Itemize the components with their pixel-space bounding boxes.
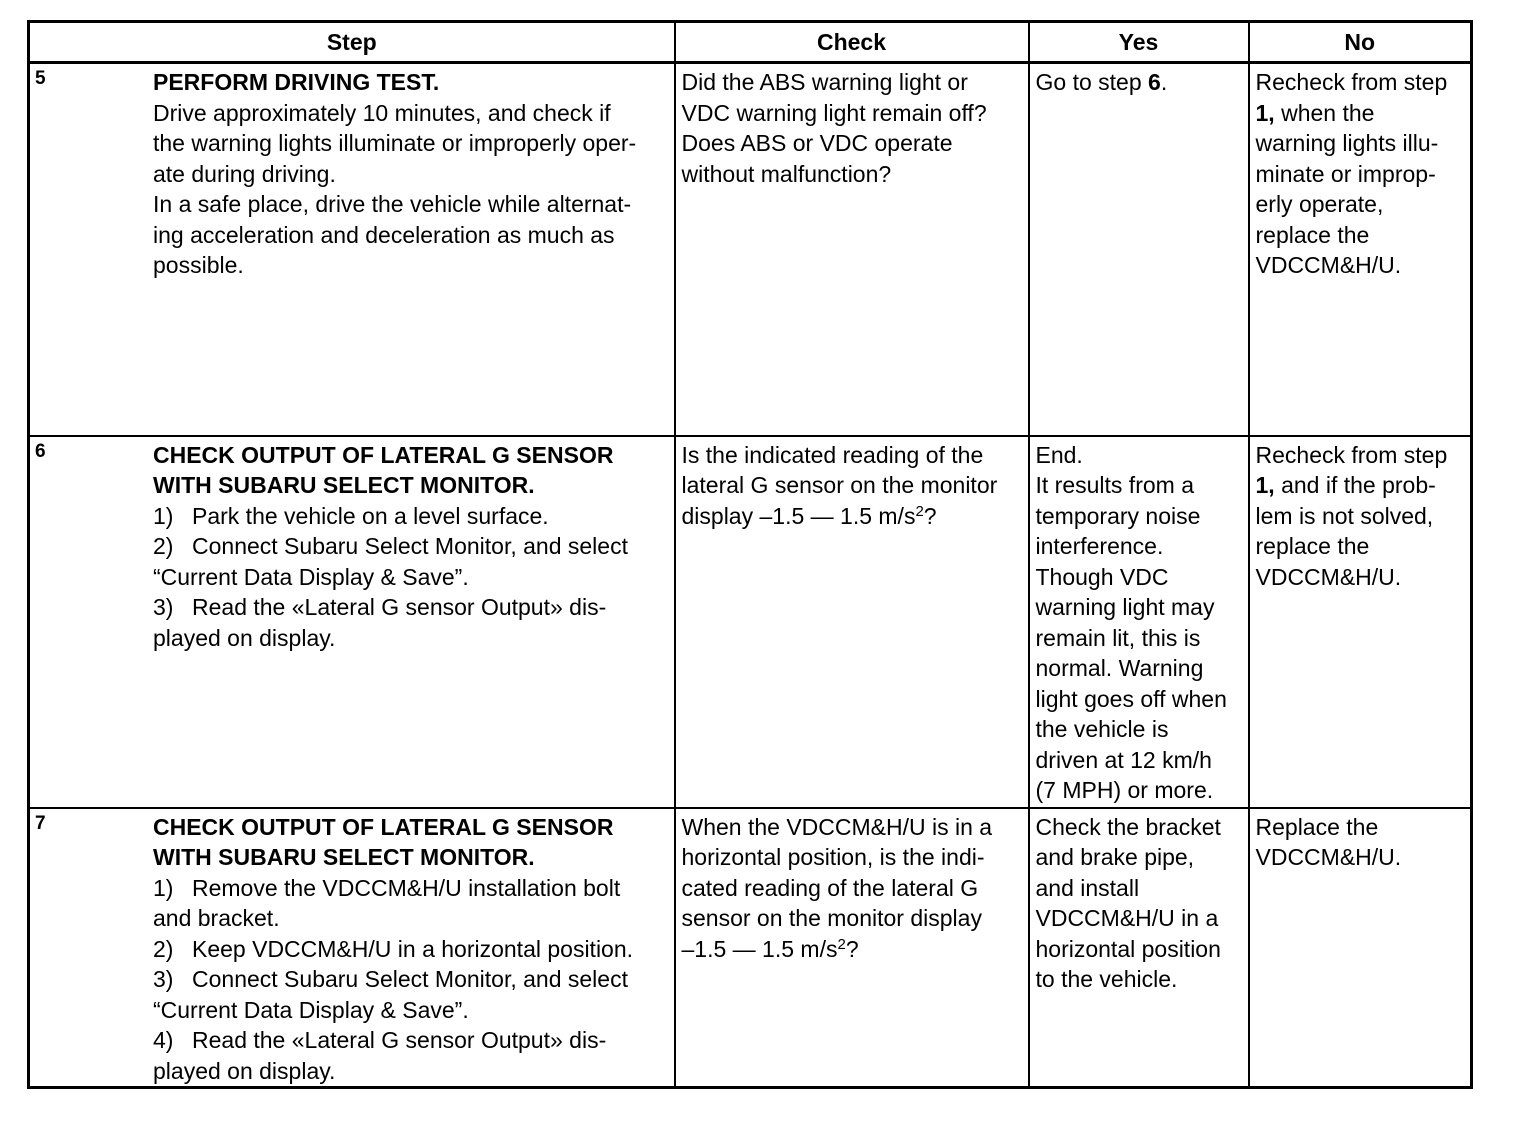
- check-text: Is the indicated reading of the: [681, 441, 984, 468]
- step-number: 6: [35, 440, 46, 462]
- step-cell: [29, 808, 675, 1088]
- step-text: ing acceleration and deceleration as much as: [153, 221, 615, 248]
- no-cell: [1249, 436, 1472, 808]
- no-step-ref: 1,: [1255, 472, 1275, 498]
- step-list-item-cont: “Current Data Display & Save”.: [153, 996, 469, 1023]
- step-list-item: 3) Connect Subaru Select Monitor, and select: [153, 966, 628, 992]
- no-text: VDCCM&H/U.: [1255, 844, 1402, 870]
- no-text: lem is not solved,: [1255, 502, 1434, 529]
- yes-text: [1036, 67, 1242, 98]
- step-text: Drive approximately 10 minutes, and check if: [153, 99, 611, 126]
- check-text: VDC warning light remain off?: [681, 99, 987, 126]
- no-text: replace the: [1255, 221, 1370, 248]
- yes-cell: [1029, 63, 1249, 436]
- step-cell: [29, 63, 675, 436]
- step-cell: [29, 436, 675, 808]
- no-text: replace the: [1255, 533, 1370, 559]
- step-list-item: 4) Read the «Lateral G sensor Output» dis-: [153, 1027, 607, 1053]
- step-title: CHECK OUTPUT OF LATERAL G SENSOR: [153, 441, 614, 468]
- step-list-item: 3) Read the «Lateral G sensor Output» dis-: [153, 594, 607, 620]
- check-text: Does ABS or VDC operate: [681, 130, 953, 156]
- check-text: sensor on the monitor display: [681, 905, 982, 931]
- yes-text: normal. Warning: [1035, 655, 1204, 681]
- superscript: 2: [915, 502, 924, 520]
- yes-cell: [1029, 808, 1249, 1088]
- diagnostic-table: [27, 20, 1473, 1089]
- step-text: In a safe place, drive the vehicle while alternat-: [153, 191, 632, 217]
- yes-text: Check the bracket: [1035, 813, 1221, 840]
- check-text: display –1.5 — 1.5 $m/s^2$?: [681, 502, 937, 529]
- no-text-rest: and if the prob-: [1281, 472, 1436, 498]
- step-number: 5: [35, 68, 46, 89]
- step-text: possible.: [153, 252, 244, 278]
- yes-text: Though VDC: [1035, 563, 1169, 590]
- check-text: lateral G sensor on the monitor: [681, 472, 998, 498]
- step-text: the warning lights illuminate or improperly oper-: [153, 130, 637, 156]
- no-text: Replace the: [1255, 813, 1379, 840]
- no-cell: [1249, 808, 1472, 1088]
- yes-text: VDCCM&H/U in a: [1035, 905, 1219, 931]
- step-title: PERFORM DRIVING TEST.: [153, 69, 440, 95]
- check-text: Did the ABS warning light or: [681, 69, 968, 95]
- step-list-item: 1) Park the vehicle on a level surface.: [153, 502, 549, 529]
- check-text: When the VDCCM&H/U is in a: [681, 813, 993, 840]
- step-text: ate during driving.: [153, 160, 336, 187]
- step-list-item: 1) Remove the VDCCM&H/U installation bolt: [153, 874, 621, 901]
- header-row: [29, 22, 1472, 63]
- no-text: warning lights illu-: [1255, 130, 1439, 156]
- no-step-ref: 1,: [1255, 99, 1275, 126]
- yes-text: temporary noise: [1035, 502, 1201, 529]
- yes-text: driven at 12 km/h: [1035, 746, 1212, 773]
- no-text: [1256, 470, 1465, 501]
- check-cell: [675, 808, 1029, 1088]
- step-number: 7: [35, 812, 46, 834]
- check-text: –1.5 — 1.5 $m/s^2$?: [681, 935, 859, 962]
- check-text: horizontal position, is the indi-: [681, 844, 985, 870]
- step-list-item-cont: and bracket.: [153, 905, 280, 931]
- yes-step-ref: 6: [1148, 69, 1161, 95]
- no-text: Recheck from step: [1255, 69, 1448, 95]
- no-text: minate or improp-: [1255, 160, 1436, 187]
- yes-text: (7 MPH) or more.: [1035, 777, 1214, 803]
- yes-text: and brake pipe,: [1035, 844, 1195, 870]
- check-text: without malfunction?: [681, 160, 892, 187]
- yes-text: interference.: [1035, 533, 1164, 559]
- yes-text: to the vehicle.: [1035, 966, 1178, 992]
- no-cell: [1249, 63, 1472, 436]
- yes-cell: [1029, 436, 1249, 808]
- yes-text: warning light may: [1035, 594, 1215, 620]
- step-list-item-cont: “Current Data Display & Save”.: [153, 563, 469, 590]
- no-text: erly operate,: [1255, 191, 1384, 217]
- table-row-step-5: [29, 63, 1472, 436]
- step-title: WITH SUBARU SELECT MONITOR.: [153, 472, 535, 498]
- yes-text: horizontal position: [1035, 935, 1221, 962]
- step-list-item-cont: played on display.: [153, 624, 336, 651]
- header-no: No: [1249, 22, 1472, 63]
- table-row-step-6: [29, 436, 1472, 808]
- header-check: Check: [675, 22, 1029, 63]
- no-text: VDCCM&H/U.: [1255, 252, 1402, 278]
- check-text: cated reading of the lateral G: [681, 874, 979, 901]
- header-step: Step: [29, 22, 675, 63]
- step-list-item: 2) Connect Subaru Select Monitor, and select: [153, 533, 628, 559]
- step-list-item-cont: played on display.: [153, 1057, 336, 1084]
- step-title: WITH SUBARU SELECT MONITOR.: [153, 844, 535, 870]
- step-list-item: 2) Keep VDCCM&H/U in a horizontal position.: [153, 935, 634, 962]
- yes-text: It results from a: [1035, 472, 1194, 498]
- check-cell: [675, 436, 1029, 808]
- step-title: CHECK OUTPUT OF LATERAL G SENSOR: [153, 813, 614, 840]
- table-row-step-7: [29, 808, 1472, 1088]
- yes-prefix: Go to step: [1035, 69, 1149, 95]
- yes-text: End.: [1035, 441, 1083, 468]
- superscript: 2: [837, 935, 846, 953]
- no-text-rest: when the: [1281, 99, 1375, 126]
- yes-suffix: .: [1160, 69, 1168, 95]
- yes-text: remain lit, this is: [1035, 624, 1201, 651]
- yes-text: and install: [1035, 874, 1140, 901]
- no-text: Recheck from step: [1255, 441, 1448, 468]
- yes-text: light goes off when: [1035, 685, 1227, 712]
- no-text: VDCCM&H/U.: [1255, 563, 1402, 590]
- check-cell: [675, 63, 1029, 436]
- header-yes: Yes: [1029, 22, 1249, 63]
- no-text: [1256, 98, 1465, 129]
- yes-text: the vehicle is: [1035, 716, 1169, 742]
